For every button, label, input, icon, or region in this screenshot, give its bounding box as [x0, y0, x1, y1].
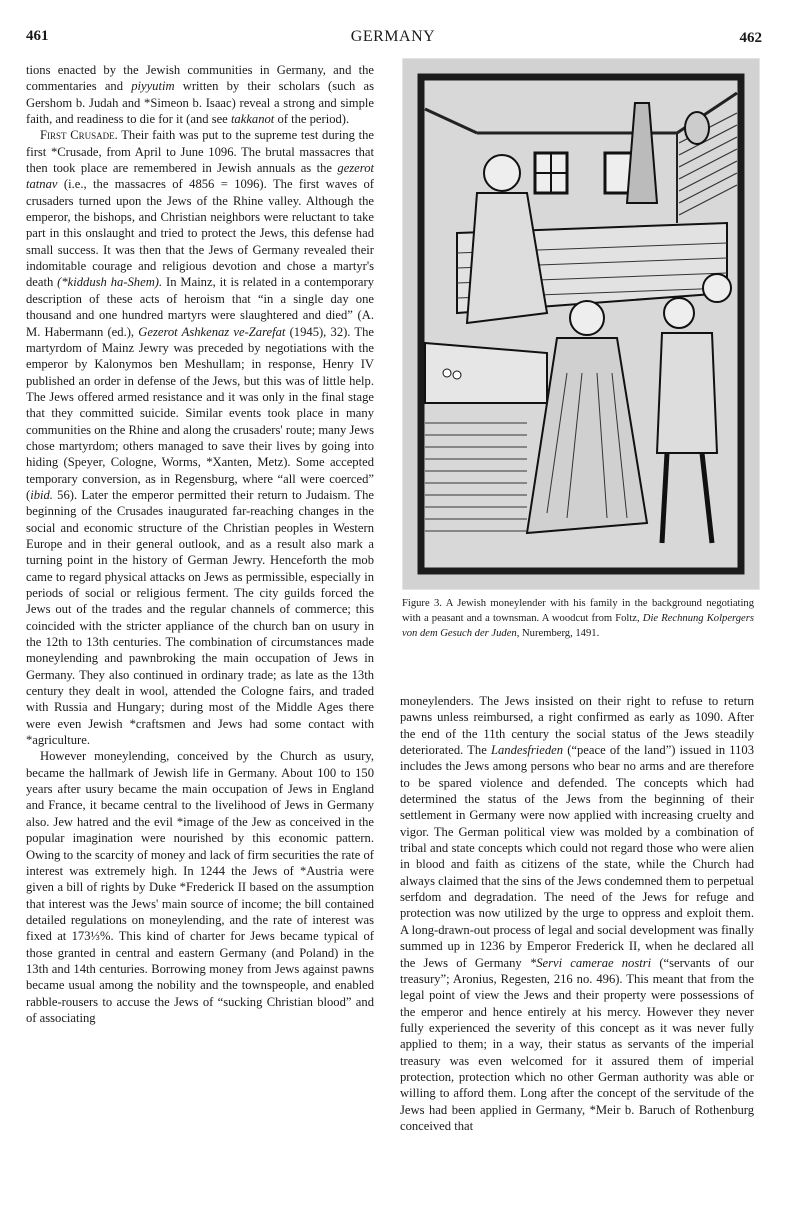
section-heading: First Crusade: [40, 128, 115, 143]
paragraph: [26, 748, 374, 1026]
italic-term: gezerot tatnav: [26, 161, 374, 192]
text: However moneylending, conceived by the Church as usury, became the hallmark of Jewish life in Germany. About 100 to 150 years after usury became the main occupation of Jews in England and France, it became central to the livelihood of Jews in Germany also. Jew hatred and the evil *image of the Jew as conceived in the popular imagination were nourished by this economic pattern. Owing to the scarcity of money and lack of firm securities the rate of interest was extremely high. In 1244 the Jews of *Austria were given a bill of rights by Duke *Frederick II based on the assumption that interest was the Jews' main source of income; the bill contained detailed regulations on moneylending, and the rate of interest was fixed at 173⅓%. This kind of charter for Jews became typical of those granted in central and eastern Germany (and Poland) in the 13th and 14th centuries. Borrowing money from Jews against pawns became usual among the nobility and the townspeople, and enabled rabble-rousers to accuse the Jews of “sucking Christian blood” and of associating: [26, 749, 374, 1025]
paragraph: [26, 62, 374, 127]
figure-woodcut: [402, 58, 760, 590]
text: 56). Later the emperor permitted their return to Judaism. The beginning of the Crusades inaugurated far-reaching changes in the social and economic structure of the Christian peoples in Western Europe and in their general outlook, and as a result also mark a turning point in the history of German Jewry. Henceforth the mob came to regard physical attacks on Jews as permissible, especially in periods of social or religious ferment. The city guilds forced the Jews out of the trades and the regular channels of commerce; this coincided with the stricter appliance of the church ban on usury in the 12th to 13th centuries. The combination of circumstances made moneylending and pawnbroking the main occupation of Jews in Germany. They also continued in ordinary trade; as late as the 13th century they dealt in wool, attended the Cologne fairs, and traded with Russia and Hungary; during most of the Middle Ages there were even Jewish *craftsmen and Jews had some contact with *agriculture.: [26, 487, 374, 748]
caption-text: , Nuremberg, 1491.: [516, 627, 600, 639]
left-text-column: [26, 62, 374, 1026]
woodcut-illustration: [417, 73, 745, 575]
text: of the period).: [274, 112, 350, 127]
italic-term: (*kiddush ha-Shem).: [57, 275, 163, 290]
page-number-right: 462: [739, 30, 762, 46]
italic-term: *Servi camerae nostri: [529, 955, 652, 970]
text: (i.e., the massacres of 4856 = 1096). The first waves of crusaders turned upon the Jews of the Rhine valley. Although the emperor, the bishops, and Christian neighbors were reluctant to take part in this onslaught and tried to protect the Jews, this defense had small success. It was then that the Jews of Germany revealed their indomitable courage and religious devotion and chose a martyr's death: [26, 177, 374, 290]
paragraph: [26, 127, 374, 748]
italic-term: ibid.: [30, 487, 53, 502]
text: written by their scholars (such as Gershom b. Judah and *Simeon b. Isaac) reveal a strong and simple faith, and readiness to die for it (and see: [26, 79, 374, 127]
figure-caption: [402, 597, 754, 641]
italic-term: Landesfrieden: [490, 743, 564, 758]
text: moneylenders. The Jews insisted on their right to refuse to return pawns unless reimbursed, a right confirmed as early as 1090. After the end of the 11th century the social status of the Jews steadily deteriorated. The: [400, 694, 754, 758]
page-number-left: 461: [26, 28, 49, 44]
caption-text: Figure 3. A Jewish moneylender with his family in the background negotiating with a peasant and a townsman. A woodcut from Foltz,: [402, 598, 754, 624]
text: (1945), 32). The martyrdom of Mainz Jewry was preceded by negotiations with the emperor by Kalonymos ben Meshullam; in response, Henry IV published an order in defense of the Jews, but this was of little help. The Jews offered armed resistance and it was only in the final stage that they committed suicide. Similar events took place in many communities on the Rhine and along the crusaders' route; many Jews chose martyrdom; others managed to save their lives by going into hiding (Speyer, Cologne, Worms, *Xanten, Metz). Some accepted temporary conversion, as in Regensburg, where “all were coerced” (: [26, 324, 375, 502]
italic-term: piyyutim: [131, 79, 175, 94]
running-header: [24, 28, 762, 48]
text: (“peace of the land”) issued in 1103 includes the Jews among persons who bear no arms and are therefore to be spared violence and defended. The concepts which had determined the status of the Jews from the beginning of their settlement in Germany were now applied with increasing cruelty and vigor. The German political view was molded by a combination of tribal and state concepts which could not regard those who were alien in blood and faith as citizens of the state, while the Church had always claimed that the sins of the Jews condemned them to perpetual serfdom and degradation. The need of the Jews for refuge and protection was now utilized by the urge to oppress and exploit them. A long-drawn-out process of legal and social development was finally summed up in 1236 by Emperor Frederick II, when he declared all the Jews of Germany: [400, 743, 755, 970]
paragraph: [400, 693, 754, 1134]
right-text-column: [400, 693, 754, 1134]
running-title: GERMANY: [350, 28, 436, 45]
text: In Mainz, it is related in a contemporary description of these acts of heroism that “in a single day one thousand and one hundred martyrs were slaughtered and died” (A. M. Habermann (ed.),: [26, 275, 375, 339]
caption-source-title: Die Rechnung Kolpergers von dem Gesuch der Juden: [402, 612, 754, 639]
italic-citation: Gezerot Ashkenaz ve-Zarefat: [138, 324, 286, 339]
text: tions enacted by the Jewish communities in Germany, and the commentaries and: [26, 63, 374, 94]
italic-term: takkanot: [230, 112, 275, 127]
text: (“servants of our treasury”; Aronius, Regesten, 216 no. 496). This meant that from the legal point of view the Jews and their property were possessions of the emperor and hence entirely at his mercy. However they never fully experienced the severity of this concept as it was never fully applied to them; in a way, their status as servants of the imperial treasury was even welcomed for it assured them of imperial protection, protection which no other German authority was able or willing to afford them. Long after the concept of the servitude of the Jews had been applied in Germany, *Meir b. Baruch of Rothenburg conceived that: [400, 955, 754, 1133]
text: . Their faith was put to the supreme test during the first *Crusade, from April to June 1096. The brutal massacres that then took place are remembered in Jewish annuals as the: [26, 128, 374, 176]
